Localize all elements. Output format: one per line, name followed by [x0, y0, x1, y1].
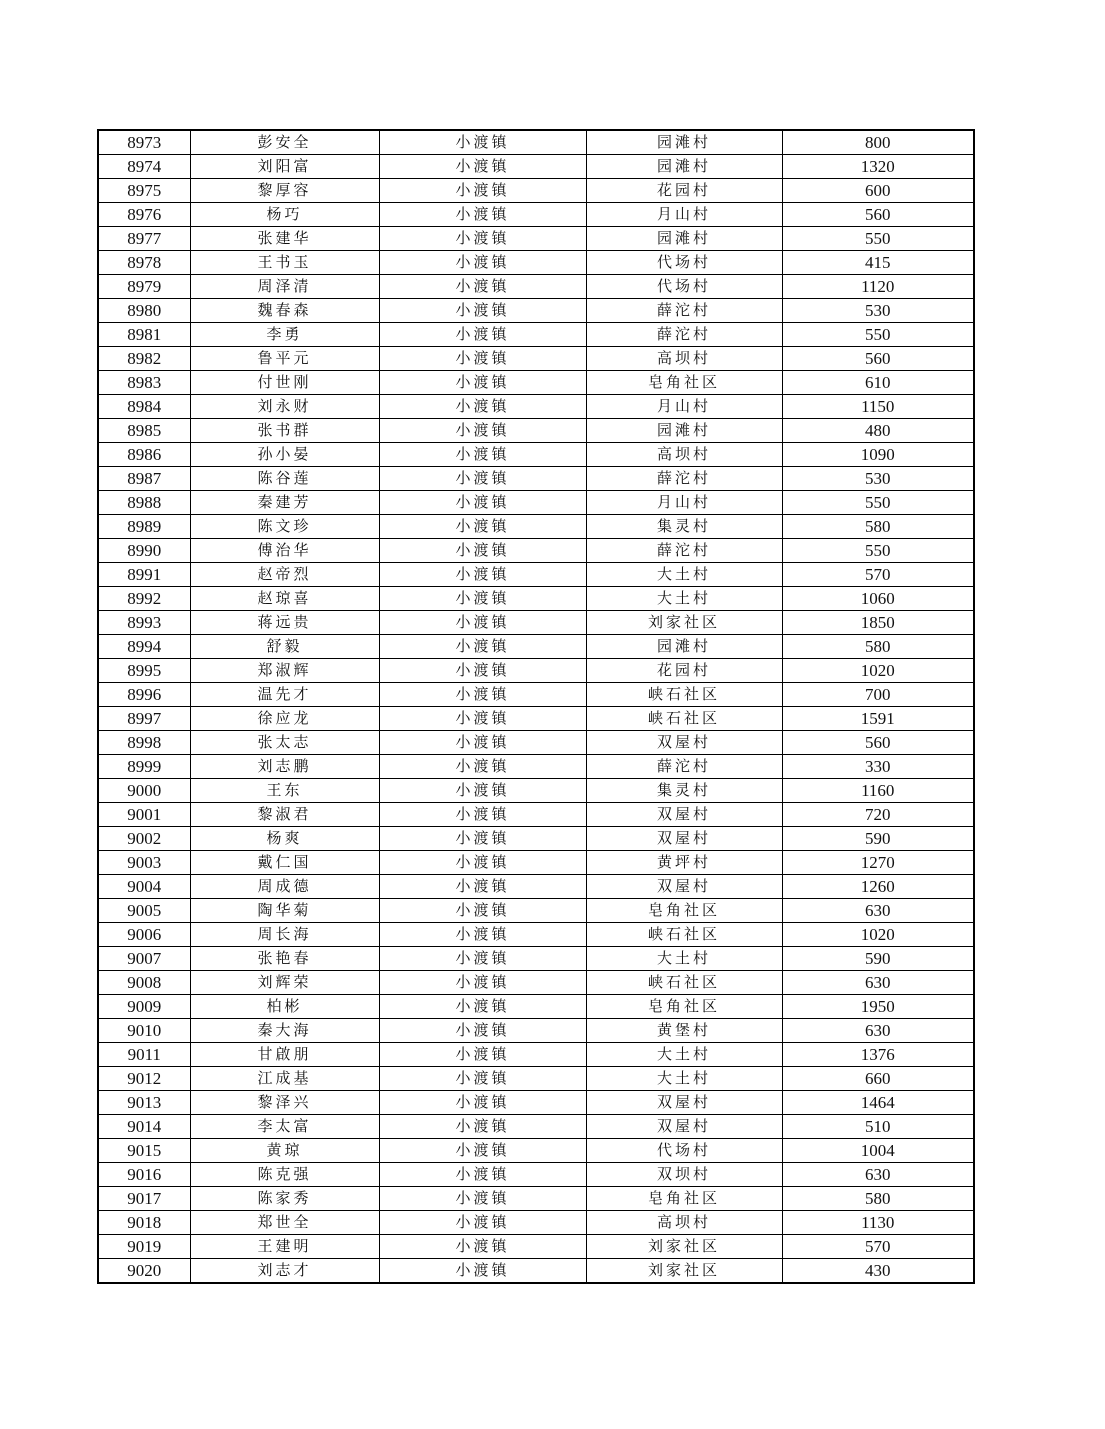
table-row	[98, 443, 974, 467]
amount-cell: 720	[782, 803, 974, 827]
name-cell: 戴仁国	[190, 851, 379, 875]
amount-cell: 660	[782, 1067, 974, 1091]
amount-cell: 550	[782, 491, 974, 515]
amount-cell: 1850	[782, 611, 974, 635]
serial-number-cell: 8975	[98, 179, 190, 203]
serial-number-cell: 9000	[98, 779, 190, 803]
name-cell: 刘阳富	[190, 155, 379, 179]
town-cell: 小渡镇	[379, 971, 586, 995]
table-row	[98, 227, 974, 251]
name-cell: 黎淑君	[190, 803, 379, 827]
town-cell: 小渡镇	[379, 179, 586, 203]
serial-number-cell: 9011	[98, 1043, 190, 1067]
town-cell: 小渡镇	[379, 419, 586, 443]
serial-number-cell: 8983	[98, 371, 190, 395]
village-cell: 皂角社区	[586, 1187, 782, 1211]
town-cell: 小渡镇	[379, 563, 586, 587]
amount-cell: 1060	[782, 587, 974, 611]
serial-number-cell: 9016	[98, 1163, 190, 1187]
amount-cell: 1270	[782, 851, 974, 875]
village-cell: 集灵村	[586, 515, 782, 539]
village-cell: 高坝村	[586, 1211, 782, 1235]
name-cell: 温先才	[190, 683, 379, 707]
name-cell: 陶华菊	[190, 899, 379, 923]
serial-number-cell: 9020	[98, 1259, 190, 1284]
table-row	[98, 323, 974, 347]
serial-number-cell: 9004	[98, 875, 190, 899]
name-cell: 蒋远贵	[190, 611, 379, 635]
village-cell: 刘家社区	[586, 611, 782, 635]
name-cell: 郑淑辉	[190, 659, 379, 683]
village-cell: 薛沱村	[586, 755, 782, 779]
town-cell: 小渡镇	[379, 347, 586, 371]
town-cell: 小渡镇	[379, 659, 586, 683]
serial-number-cell: 9013	[98, 1091, 190, 1115]
name-cell: 徐应龙	[190, 707, 379, 731]
amount-cell: 1090	[782, 443, 974, 467]
table-row	[98, 539, 974, 563]
town-cell: 小渡镇	[379, 707, 586, 731]
village-cell: 代场村	[586, 251, 782, 275]
serial-number-cell: 8989	[98, 515, 190, 539]
village-cell: 薛沱村	[586, 299, 782, 323]
name-cell: 鲁平元	[190, 347, 379, 371]
table-row	[98, 995, 974, 1019]
table-row	[98, 203, 974, 227]
town-cell: 小渡镇	[379, 1019, 586, 1043]
table-row	[98, 395, 974, 419]
town-cell: 小渡镇	[379, 899, 586, 923]
amount-cell: 570	[782, 563, 974, 587]
name-cell: 秦建芳	[190, 491, 379, 515]
table-row	[98, 707, 974, 731]
town-cell: 小渡镇	[379, 611, 586, 635]
serial-number-cell: 8973	[98, 130, 190, 155]
village-cell: 花园村	[586, 179, 782, 203]
village-cell: 皂角社区	[586, 371, 782, 395]
table-row	[98, 851, 974, 875]
serial-number-cell: 8982	[98, 347, 190, 371]
village-cell: 花园村	[586, 659, 782, 683]
name-cell: 李勇	[190, 323, 379, 347]
table-row	[98, 587, 974, 611]
name-cell: 张太志	[190, 731, 379, 755]
serial-number-cell: 8976	[98, 203, 190, 227]
serial-number-cell: 8991	[98, 563, 190, 587]
serial-number-cell: 9005	[98, 899, 190, 923]
village-cell: 双屋村	[586, 1115, 782, 1139]
town-cell: 小渡镇	[379, 587, 586, 611]
serial-number-cell: 8974	[98, 155, 190, 179]
town-cell: 小渡镇	[379, 227, 586, 251]
village-cell: 园滩村	[586, 155, 782, 179]
serial-number-cell: 8980	[98, 299, 190, 323]
serial-number-cell: 9001	[98, 803, 190, 827]
name-cell: 陈家秀	[190, 1187, 379, 1211]
town-cell: 小渡镇	[379, 1139, 586, 1163]
town-cell: 小渡镇	[379, 130, 586, 155]
amount-cell: 560	[782, 203, 974, 227]
amount-cell: 1150	[782, 395, 974, 419]
amount-cell: 1130	[782, 1211, 974, 1235]
village-cell: 双屋村	[586, 803, 782, 827]
serial-number-cell: 8995	[98, 659, 190, 683]
table-row	[98, 611, 974, 635]
town-cell: 小渡镇	[379, 467, 586, 491]
town-cell: 小渡镇	[379, 875, 586, 899]
amount-cell: 1020	[782, 659, 974, 683]
name-cell: 赵琼喜	[190, 587, 379, 611]
name-cell: 陈克强	[190, 1163, 379, 1187]
name-cell: 陈谷莲	[190, 467, 379, 491]
amount-cell: 1120	[782, 275, 974, 299]
village-cell: 月山村	[586, 491, 782, 515]
amount-cell: 630	[782, 1163, 974, 1187]
town-cell: 小渡镇	[379, 155, 586, 179]
table-row	[98, 803, 974, 827]
name-cell: 张建华	[190, 227, 379, 251]
data-table	[97, 129, 975, 1284]
village-cell: 园滩村	[586, 130, 782, 155]
name-cell: 孙小晏	[190, 443, 379, 467]
amount-cell: 600	[782, 179, 974, 203]
table-row	[98, 731, 974, 755]
amount-cell: 1376	[782, 1043, 974, 1067]
table-row	[98, 1091, 974, 1115]
serial-number-cell: 8999	[98, 755, 190, 779]
amount-cell: 800	[782, 130, 974, 155]
name-cell: 赵帝烈	[190, 563, 379, 587]
name-cell: 柏彬	[190, 995, 379, 1019]
village-cell: 高坝村	[586, 443, 782, 467]
amount-cell: 700	[782, 683, 974, 707]
serial-number-cell: 9006	[98, 923, 190, 947]
town-cell: 小渡镇	[379, 1259, 586, 1284]
serial-number-cell: 9012	[98, 1067, 190, 1091]
table-row	[98, 130, 974, 155]
town-cell: 小渡镇	[379, 371, 586, 395]
village-cell: 月山村	[586, 395, 782, 419]
name-cell: 黎厚容	[190, 179, 379, 203]
table-row	[98, 971, 974, 995]
amount-cell: 1160	[782, 779, 974, 803]
village-cell: 双屋村	[586, 1091, 782, 1115]
village-cell: 代场村	[586, 275, 782, 299]
table-row	[98, 947, 974, 971]
serial-number-cell: 9008	[98, 971, 190, 995]
name-cell: 周长海	[190, 923, 379, 947]
town-cell: 小渡镇	[379, 1211, 586, 1235]
amount-cell: 610	[782, 371, 974, 395]
table-row	[98, 1115, 974, 1139]
name-cell: 杨爽	[190, 827, 379, 851]
table-row	[98, 923, 974, 947]
amount-cell: 530	[782, 467, 974, 491]
table-row	[98, 1019, 974, 1043]
name-cell: 傅治华	[190, 539, 379, 563]
table-row	[98, 563, 974, 587]
name-cell: 付世刚	[190, 371, 379, 395]
table-row	[98, 275, 974, 299]
table-row	[98, 827, 974, 851]
amount-cell: 550	[782, 323, 974, 347]
town-cell: 小渡镇	[379, 443, 586, 467]
village-cell: 大土村	[586, 1043, 782, 1067]
name-cell: 魏春森	[190, 299, 379, 323]
table-row	[98, 1259, 974, 1284]
amount-cell: 580	[782, 515, 974, 539]
table-row	[98, 899, 974, 923]
village-cell: 刘家社区	[586, 1259, 782, 1284]
amount-cell: 1320	[782, 155, 974, 179]
amount-cell: 1950	[782, 995, 974, 1019]
serial-number-cell: 9003	[98, 851, 190, 875]
amount-cell: 1464	[782, 1091, 974, 1115]
town-cell: 小渡镇	[379, 683, 586, 707]
serial-number-cell: 8994	[98, 635, 190, 659]
serial-number-cell: 8986	[98, 443, 190, 467]
serial-number-cell: 8978	[98, 251, 190, 275]
name-cell: 黄琼	[190, 1139, 379, 1163]
name-cell: 王书玉	[190, 251, 379, 275]
serial-number-cell: 9015	[98, 1139, 190, 1163]
village-cell: 薛沱村	[586, 323, 782, 347]
table-row	[98, 419, 974, 443]
village-cell: 双屋村	[586, 731, 782, 755]
town-cell: 小渡镇	[379, 755, 586, 779]
village-cell: 园滩村	[586, 635, 782, 659]
amount-cell: 1004	[782, 1139, 974, 1163]
amount-cell: 530	[782, 299, 974, 323]
table-row	[98, 491, 974, 515]
amount-cell: 415	[782, 251, 974, 275]
town-cell: 小渡镇	[379, 491, 586, 515]
town-cell: 小渡镇	[379, 1067, 586, 1091]
serial-number-cell: 9014	[98, 1115, 190, 1139]
amount-cell: 590	[782, 947, 974, 971]
serial-number-cell: 8985	[98, 419, 190, 443]
table-row	[98, 779, 974, 803]
table-row	[98, 875, 974, 899]
serial-number-cell: 9019	[98, 1235, 190, 1259]
table-row	[98, 1067, 974, 1091]
town-cell: 小渡镇	[379, 851, 586, 875]
name-cell: 彭安全	[190, 130, 379, 155]
name-cell: 杨巧	[190, 203, 379, 227]
serial-number-cell: 8996	[98, 683, 190, 707]
amount-cell: 560	[782, 347, 974, 371]
town-cell: 小渡镇	[379, 515, 586, 539]
table-row	[98, 755, 974, 779]
table-row	[98, 1163, 974, 1187]
name-cell: 郑世全	[190, 1211, 379, 1235]
serial-number-cell: 8992	[98, 587, 190, 611]
serial-number-cell: 8981	[98, 323, 190, 347]
village-cell: 代场村	[586, 1139, 782, 1163]
serial-number-cell: 8979	[98, 275, 190, 299]
town-cell: 小渡镇	[379, 299, 586, 323]
table-row	[98, 683, 974, 707]
town-cell: 小渡镇	[379, 275, 586, 299]
name-cell: 刘永财	[190, 395, 379, 419]
serial-number-cell: 8987	[98, 467, 190, 491]
amount-cell: 1020	[782, 923, 974, 947]
serial-number-cell: 9018	[98, 1211, 190, 1235]
serial-number-cell: 9010	[98, 1019, 190, 1043]
village-cell: 峡石社区	[586, 683, 782, 707]
name-cell: 刘志鹏	[190, 755, 379, 779]
name-cell: 张艳春	[190, 947, 379, 971]
table-row	[98, 515, 974, 539]
name-cell: 周成德	[190, 875, 379, 899]
amount-cell: 550	[782, 539, 974, 563]
name-cell: 刘辉荣	[190, 971, 379, 995]
town-cell: 小渡镇	[379, 323, 586, 347]
amount-cell: 590	[782, 827, 974, 851]
town-cell: 小渡镇	[379, 1235, 586, 1259]
village-cell: 刘家社区	[586, 1235, 782, 1259]
name-cell: 秦大海	[190, 1019, 379, 1043]
amount-cell: 550	[782, 227, 974, 251]
town-cell: 小渡镇	[379, 1091, 586, 1115]
amount-cell: 330	[782, 755, 974, 779]
town-cell: 小渡镇	[379, 203, 586, 227]
village-cell: 皂角社区	[586, 995, 782, 1019]
amount-cell: 630	[782, 899, 974, 923]
amount-cell: 510	[782, 1115, 974, 1139]
table-row	[98, 371, 974, 395]
serial-number-cell: 8990	[98, 539, 190, 563]
table-row	[98, 179, 974, 203]
name-cell: 江成基	[190, 1067, 379, 1091]
village-cell: 黄坪村	[586, 851, 782, 875]
amount-cell: 430	[782, 1259, 974, 1284]
village-cell: 双坝村	[586, 1163, 782, 1187]
name-cell: 李太富	[190, 1115, 379, 1139]
serial-number-cell: 9009	[98, 995, 190, 1019]
village-cell: 皂角社区	[586, 899, 782, 923]
village-cell: 黄堡村	[586, 1019, 782, 1043]
village-cell: 峡石社区	[586, 707, 782, 731]
table-row	[98, 1211, 974, 1235]
village-cell: 月山村	[586, 203, 782, 227]
village-cell: 集灵村	[586, 779, 782, 803]
village-cell: 双屋村	[586, 875, 782, 899]
serial-number-cell: 9002	[98, 827, 190, 851]
village-cell: 双屋村	[586, 827, 782, 851]
name-cell: 王建明	[190, 1235, 379, 1259]
serial-number-cell: 8998	[98, 731, 190, 755]
village-cell: 峡石社区	[586, 971, 782, 995]
table-row	[98, 155, 974, 179]
name-cell: 张书群	[190, 419, 379, 443]
village-cell: 大土村	[586, 587, 782, 611]
table-row	[98, 347, 974, 371]
town-cell: 小渡镇	[379, 251, 586, 275]
village-cell: 薛沱村	[586, 539, 782, 563]
village-cell: 大土村	[586, 563, 782, 587]
serial-number-cell: 8993	[98, 611, 190, 635]
amount-cell: 560	[782, 731, 974, 755]
serial-number-cell: 8988	[98, 491, 190, 515]
amount-cell: 580	[782, 635, 974, 659]
name-cell: 周泽清	[190, 275, 379, 299]
town-cell: 小渡镇	[379, 995, 586, 1019]
amount-cell: 1260	[782, 875, 974, 899]
town-cell: 小渡镇	[379, 1187, 586, 1211]
serial-number-cell: 9017	[98, 1187, 190, 1211]
village-cell: 薛沱村	[586, 467, 782, 491]
village-cell: 峡石社区	[586, 923, 782, 947]
name-cell: 王东	[190, 779, 379, 803]
town-cell: 小渡镇	[379, 779, 586, 803]
serial-number-cell: 8997	[98, 707, 190, 731]
town-cell: 小渡镇	[379, 539, 586, 563]
village-cell: 园滩村	[586, 419, 782, 443]
amount-cell: 1591	[782, 707, 974, 731]
town-cell: 小渡镇	[379, 1115, 586, 1139]
table-row	[98, 659, 974, 683]
amount-cell: 630	[782, 971, 974, 995]
name-cell: 甘啟朋	[190, 1043, 379, 1067]
village-cell: 高坝村	[586, 347, 782, 371]
table-row	[98, 1235, 974, 1259]
town-cell: 小渡镇	[379, 1163, 586, 1187]
table-row	[98, 635, 974, 659]
name-cell: 舒毅	[190, 635, 379, 659]
name-cell: 陈文珍	[190, 515, 379, 539]
village-cell: 大土村	[586, 947, 782, 971]
town-cell: 小渡镇	[379, 395, 586, 419]
serial-number-cell: 8977	[98, 227, 190, 251]
village-cell: 园滩村	[586, 227, 782, 251]
table-row	[98, 467, 974, 491]
town-cell: 小渡镇	[379, 731, 586, 755]
name-cell: 黎泽兴	[190, 1091, 379, 1115]
town-cell: 小渡镇	[379, 1043, 586, 1067]
town-cell: 小渡镇	[379, 827, 586, 851]
serial-number-cell: 8984	[98, 395, 190, 419]
village-cell: 大土村	[586, 1067, 782, 1091]
table-row	[98, 1043, 974, 1067]
amount-cell: 570	[782, 1235, 974, 1259]
amount-cell: 580	[782, 1187, 974, 1211]
table-row	[98, 1139, 974, 1163]
amount-cell: 480	[782, 419, 974, 443]
table-row	[98, 251, 974, 275]
name-cell: 刘志才	[190, 1259, 379, 1284]
town-cell: 小渡镇	[379, 635, 586, 659]
town-cell: 小渡镇	[379, 947, 586, 971]
serial-number-cell: 9007	[98, 947, 190, 971]
table-body	[98, 130, 974, 1283]
town-cell: 小渡镇	[379, 803, 586, 827]
town-cell: 小渡镇	[379, 923, 586, 947]
table-row	[98, 299, 974, 323]
table-row	[98, 1187, 974, 1211]
amount-cell: 630	[782, 1019, 974, 1043]
